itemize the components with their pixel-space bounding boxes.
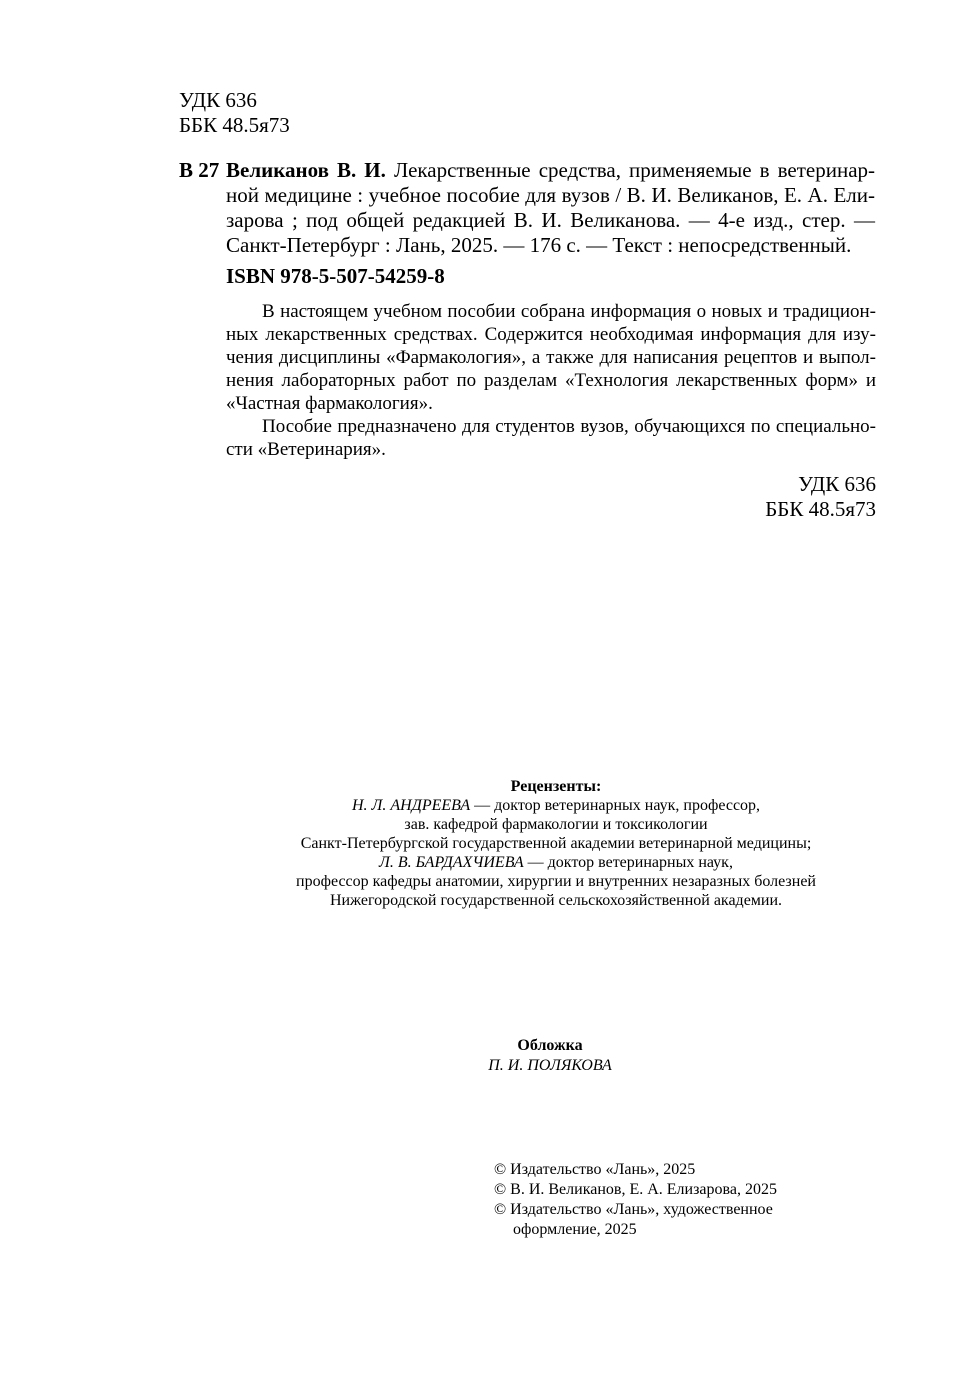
copyright-design: © Издательство «Лань», художественное bbox=[494, 1201, 773, 1218]
reviewer-2-line-2: профессор кафедры анатомии, хирургии и внутренних незаразных болезней bbox=[296, 873, 816, 890]
bib-line-3: зарова ; под общей редакцией В. И. Великанова. — 4-е изд., стер. — bbox=[226, 208, 875, 232]
abstract-line: сти «Ветеринария». bbox=[226, 439, 386, 460]
cover-designer: П. И. ПОЛЯКОВА bbox=[488, 1057, 612, 1074]
bibliographic-entry bbox=[179, 158, 875, 258]
author-name: Великанов В. И. bbox=[226, 158, 386, 182]
bibliographic-description bbox=[226, 158, 875, 258]
reviewers-heading: Рецензенты: bbox=[510, 778, 602, 795]
author-sign: В 27 bbox=[179, 158, 220, 182]
abstract-line: В настоящем учебном пособии собрана информация о новых и традицион- bbox=[262, 301, 876, 322]
reviewer-2-name: Л. В. БАРДАХЧИЕВА bbox=[379, 854, 524, 871]
reviewers bbox=[200, 777, 912, 910]
reviewer-1-line-1 bbox=[200, 796, 912, 815]
reviewer-2-title: — доктор ветеринарных наук, bbox=[523, 854, 733, 871]
classification-top bbox=[179, 88, 290, 138]
cover-credit bbox=[400, 1036, 700, 1076]
bib-line-4: Санкт-Петербург : Лань, 2025. — 176 с. — Текст : непосредственный. bbox=[226, 233, 852, 257]
isbn: ISBN 978-5-507-54259-8 bbox=[226, 264, 445, 288]
bib-title: Лекарственные средства, применяемые в ветеринар- bbox=[385, 158, 876, 182]
copyright-publisher: © Издательство «Лань», 2025 bbox=[494, 1161, 696, 1178]
cover-heading: Обложка bbox=[517, 1037, 583, 1054]
reviewer-1-line-3: Санкт-Петербургской государственной академии ветеринарной медицины; bbox=[300, 835, 812, 852]
reviewer-1-name: Н. Л. АНДРЕЕВА bbox=[351, 797, 471, 814]
bbk-code: ББК 48.5я73 bbox=[765, 497, 876, 521]
bib-line-1 bbox=[226, 158, 875, 183]
reviewer-2-line-3: Нижегородской государственной сельскохозяйственной академии. bbox=[329, 892, 783, 909]
reviewer-1-line-2: зав. кафедрой фармакологии и токсикологии bbox=[404, 816, 708, 833]
abstract-line: Пособие предназначено для студентов вузов, обучающихся по специально- bbox=[262, 416, 876, 437]
bib-line-2: ной медицине : учебное пособие для вузов / В. И. Великанов, Е. А. Ели- bbox=[226, 183, 875, 207]
abstract bbox=[226, 300, 876, 461]
abstract-line: нения лабораторных работ по разделам «Технология лекарственных форм» и bbox=[226, 370, 876, 391]
udk-code: УДК 636 bbox=[179, 88, 257, 112]
reviewer-1-title: — доктор ветеринарных наук, профессор, bbox=[470, 797, 761, 814]
reviewer-2-line-1 bbox=[200, 853, 912, 872]
copyrights bbox=[494, 1160, 777, 1240]
copyright-authors: © В. И. Великанов, Е. А. Елизарова, 2025 bbox=[494, 1181, 777, 1198]
udk-code: УДК 636 bbox=[798, 472, 876, 496]
abstract-line: чения дисциплины «Фармакология», а также для написания рецептов и выпол- bbox=[226, 347, 876, 368]
abstract-line: ных лекарственных средствах. Содержится необходимая информация для изу- bbox=[226, 324, 876, 345]
classification-bottom bbox=[600, 472, 876, 522]
copyright-design-continued: оформление, 2025 bbox=[513, 1221, 637, 1238]
bbk-code: ББК 48.5я73 bbox=[179, 113, 290, 137]
abstract-line: «Частная фармакология». bbox=[226, 393, 433, 414]
